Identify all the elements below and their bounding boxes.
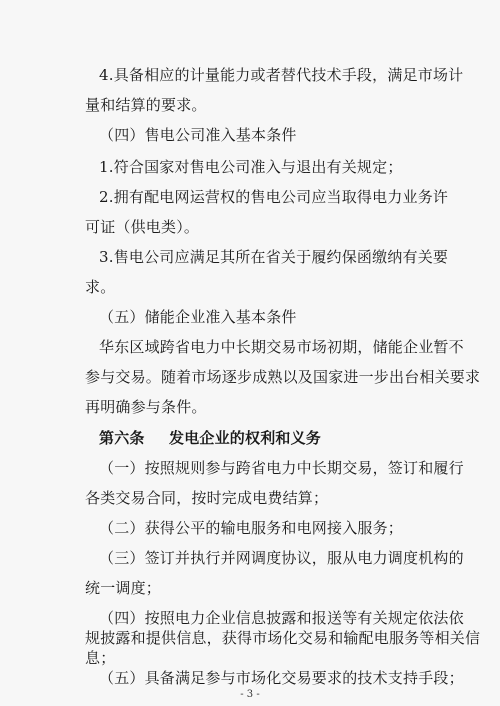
paragraph-line: 统一调度； [85, 579, 162, 597]
paragraph-line: （五）具备满足参与市场化交易要求的技术支持手段； [99, 669, 464, 687]
paragraph-line: 1.符合国家对售电公司准入与退出有关规定； [99, 158, 403, 176]
paragraph-line: 华东区域跨省电力中长期交易市场初期，储能企业暂不 [99, 338, 464, 356]
paragraph-line: 2.拥有配电网运营权的售电公司应当取得电力业务许 [99, 188, 449, 206]
paragraph-line: （二）获得公平的输电服务和电网接入服务； [99, 519, 404, 537]
paragraph-line: （一）按照规则参与跨省电力中长期交易，签订和履行 [99, 459, 464, 477]
paragraph-line: （四）按照电力企业信息披露和报送等有关规定依法依 [99, 609, 464, 627]
paragraph-line: 各类交易合同，按时完成电费结算； [85, 489, 329, 507]
paragraph-line: （三）签订并执行并网调度协议，服从电力调度机构的 [99, 549, 464, 567]
section-heading: （四）售电公司准入基本条件 [99, 126, 297, 144]
paragraph-line: 可证（供电类）。 [85, 218, 200, 236]
paragraph-line: 求。 [85, 278, 116, 296]
paragraph-line: 4.具备相应的计量能力或者替代技术手段，满足市场计 [99, 66, 464, 84]
article-heading-label: 第六条 [99, 429, 145, 447]
paragraph-line: 3.售电公司应满足其所在省关于履约保函缴纳有关要 [99, 248, 449, 266]
paragraph-line: 参与交易。随着市场逐步成熟以及国家进一步出台相关要求 [85, 368, 481, 386]
section-heading: （五）储能企业准入基本条件 [99, 308, 297, 326]
paragraph-line: 量和结算的要求。 [85, 96, 207, 114]
paragraph-line: 再明确参与条件。 [85, 398, 207, 416]
page-number: - 3 - [240, 689, 260, 700]
paragraph-line: 息； [85, 649, 116, 667]
paragraph-line: 规披露和提供信息，获得市场化交易和输配电服务等相关信 [85, 629, 481, 647]
article-heading-title: 发电企业的权利和义务 [169, 429, 322, 447]
